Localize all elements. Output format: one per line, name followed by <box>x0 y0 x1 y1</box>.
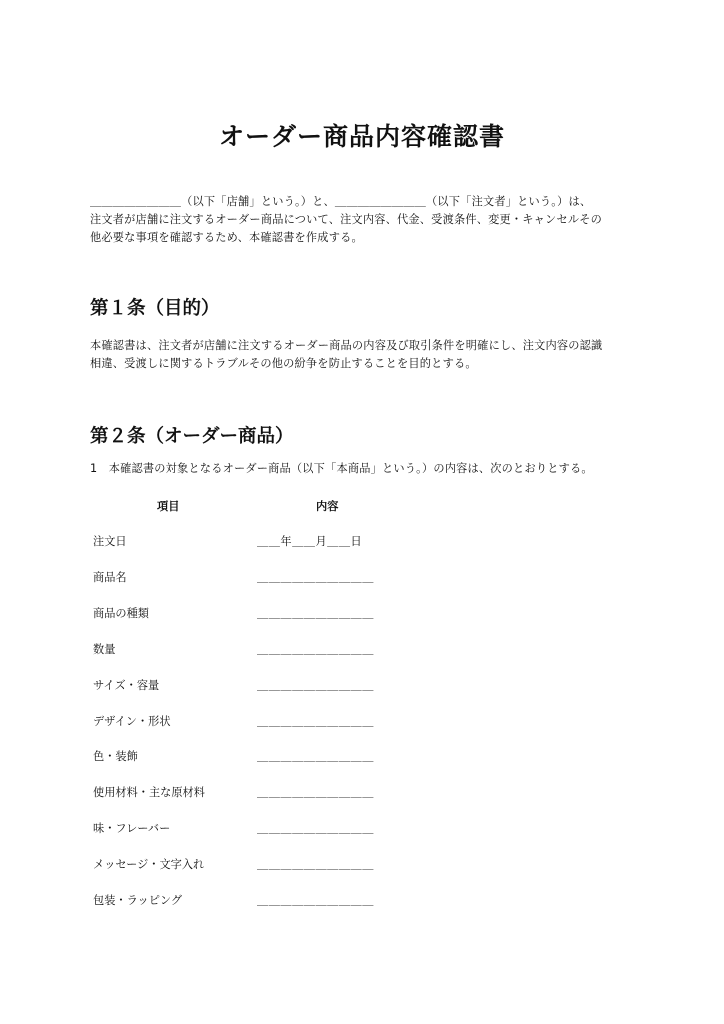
document-title: オーダー商品内容確認書 <box>218 122 505 151</box>
row-value: ＿＿＿＿＿＿＿＿＿＿ <box>257 571 374 584</box>
row-value: ＿＿＿＿＿＿＿＿＿＿ <box>257 607 374 620</box>
row-label: サイズ・容量 <box>93 679 160 692</box>
article1-line: 相違、受渡しに関するトラブルその他の紛争を防止することを目的とする。 <box>90 357 477 370</box>
row-value: ＿＿＿＿＿＿＿＿＿＿ <box>257 786 374 799</box>
row-label: 使用材料・主な原材料 <box>93 786 205 799</box>
article1-line: 本確認書は、注文者が店舗に注文するオーダー商品の内容及び取引条件を明確にし、注文内容の認識 <box>90 339 603 352</box>
intro-line: 注文者が店舗に注文するオーダー商品について、注文内容、代金、受渡条件、変更・キャンセルその <box>90 213 602 226</box>
row-label: 味・フレーバー <box>93 822 171 835</box>
row-label: デザイン・形状 <box>93 715 171 728</box>
table-row <box>0 641 724 661</box>
table-row <box>0 820 724 840</box>
row-label: 数量 <box>93 643 116 656</box>
table-row <box>0 856 724 876</box>
row-value: ＿＿＿＿＿＿＿＿＿＿ <box>257 750 374 763</box>
table-row <box>0 892 724 912</box>
row-label: 注文日 <box>93 535 127 548</box>
table-row <box>0 677 724 697</box>
row-label: 包装・ラッピング <box>93 894 183 907</box>
row-value: ＿＿＿＿＿＿＿＿＿＿ <box>257 858 374 871</box>
table-header-item: 項目 <box>157 500 180 513</box>
row-value: ＿＿＿＿＿＿＿＿＿＿ <box>257 715 374 728</box>
table-row <box>0 713 724 733</box>
table-row <box>0 605 724 625</box>
row-value: ＿＿年＿＿月＿＿日 <box>257 535 363 548</box>
article1-paragraph <box>90 337 642 373</box>
table-row <box>0 569 724 589</box>
row-label: 商品名 <box>93 571 127 584</box>
intro-line: 他必要な事項を確認するため、本確認書を作成する。 <box>90 231 363 244</box>
row-value: ＿＿＿＿＿＿＿＿＿＿ <box>257 679 374 692</box>
intro-paragraph <box>90 193 642 247</box>
table-row <box>0 748 724 768</box>
intro-line: ＿＿＿＿＿＿＿＿（以下「店舗」という。）と、＿＿＿＿＿＿＿＿（以下「注文者」という。）は、 <box>90 195 592 208</box>
row-value: ＿＿＿＿＿＿＿＿＿＿ <box>257 822 374 835</box>
table-row <box>0 784 724 804</box>
article1-heading: 第１条（目的） <box>90 298 220 319</box>
article2-heading: 第２条（オーダー商品） <box>90 426 294 447</box>
row-value: ＿＿＿＿＿＿＿＿＿＿ <box>257 894 374 907</box>
article2-item1: 1 本確認書の対象となるオーダー商品（以下「本商品」という。）の内容は、次のとおりとする。 <box>90 462 593 475</box>
row-label: 色・装飾 <box>93 750 138 763</box>
table-header-content: 内容 <box>316 500 339 513</box>
row-label: メッセージ・文字入れ <box>93 858 205 871</box>
table-row <box>0 533 724 553</box>
row-label: 商品の種類 <box>93 607 149 620</box>
row-value: ＿＿＿＿＿＿＿＿＿＿ <box>257 643 374 656</box>
